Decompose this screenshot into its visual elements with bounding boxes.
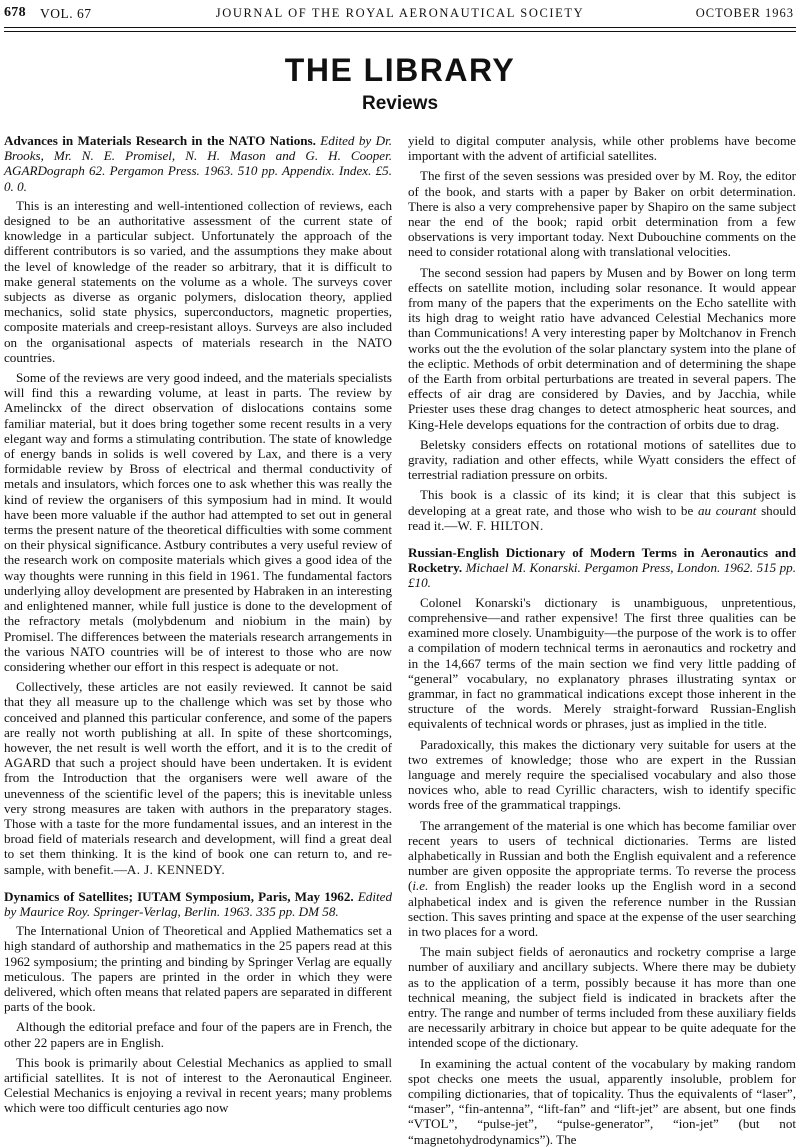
issue-date: OCTOBER 1963 (695, 6, 794, 20)
journal-name: JOURNAL OF THE ROYAL AERONAUTICAL SOCIETY (215, 6, 585, 20)
review-paragraph: The International Union of Theoretical and Applied Mathematics set a high standard of authorship and mathematics in the 25 papers read at this 1962 symposium; the printing and binding by Springer Verlag are equally meticulous. The papers are printed in the order in which they were delivered, which often means that related papers are separated in different parts of the book. (4, 923, 392, 1015)
review-paragraph (408, 487, 796, 533)
review-citation: Michael M. Konarski. Pergamon Press, London. 1962. 515 pp. £10. (408, 560, 796, 591)
review-paragraph (408, 818, 796, 940)
review-paragraph: The first of the seven sessions was presided over by M. Roy, the editor of the book, and starts with a paper by Baker on orbit determination. There is also a very comprehensive paper by Shapiro on the same subject near the end of the book; rapid orbit determination from a few observations is very important today. Next Dubouchine comments on the need to consider rotational along with translational velocities. (408, 168, 796, 260)
review-title: Advances in Materials Research in the NATO Nations. (4, 133, 316, 148)
review-heading (4, 133, 392, 194)
review-paragraph: In examining the actual content of the vocabulary by making random spot checks one meets the usual, apparently insoluble, problem for compiling dictionaries, that of topicality. Thus the equivalents of “laser”, “maser”, “fin-antenna”, “lift-fan” and “lift-jet” are absent, but one finds “VTOL”, “pulse-jet”, “pulse-generator”, “ion-jet” (but not “magnetohydrodynamics”). The (408, 1055, 796, 1147)
review-text: from English) the reader looks up the English word in a second alphabetical index and is given the reference number in the Russian section. This saves printing and space at the expense of the user searching in two places for a word. (408, 878, 796, 939)
review-citation: Edited by Dr. Brooks, Mr. N. E. Promisel, N. H. Mason and G. H. Cooper. AGARDograph 62. Pergamon Press. 1963. 510 pp. Appendix. Index. £5. 0. 0. (4, 133, 392, 194)
review-paragraph: Paradoxically, this makes the dictionary very suitable for users at the two extremes of knowledge; those who are expert in the Russian language and merely require the specialised vocabulary and also those novices who, able to read Cyrillic characters, wish to identify specific words free of the grammatical trappings. (408, 736, 796, 813)
header-rule-thin (4, 31, 796, 32)
review-paragraph: Although the editorial preface and four of the papers are in French, the other 22 papers are in English. (4, 1019, 392, 1050)
review-text-italic: au courant (697, 502, 757, 518)
right-column (408, 133, 796, 1147)
review-paragraph: This is an interesting and well-intentioned collection of reviews, each designed to be an authoritative assessment of the current state of knowledge in a particular subject. Unfortunately the approach of the different contributors is so varied, and the assumptions they make about the level of knowledge of the reader so arbitrary, that it is difficult to make general statements on the volume as a whole. The surveys cover subjects as diverse as organic polymers, dislocation theory, applied mechanics, solid state physics, superconductors, magnetic properties, composite materials and creep-resistant alloys. Surveys are also included on the organisational aspects of materials research in the NATO countries. (4, 197, 392, 365)
review-heading (4, 889, 392, 919)
review-title: Russian-English Dictionary of Modern Terms in Aeronautics and Rocketry. (408, 545, 796, 576)
review-paragraph: Beletsky considers effects on rotational motions of satellites due to gravity, radiation and other effects, while Wyatt considers the effect of terrestrial radiation pressure on orbits. (408, 436, 796, 483)
reviewer-name: A. J. KENNEDY. (126, 861, 226, 877)
review-paragraph: Colonel Konarski's dictionary is unambiguous, unpretentious, comprehensive—and rather expensive! The first three qualities can be examined more closely. Unambiguity—the purpose of the work is to offer a compilation of modern technical terms in aeronautics and rocketry and in the 14,667 terms of the main section we find very little padding of “general” vocabulary, no explanatory phrases illustrating syntax or grammar, in fact no grammatical indications except those inherent in the structure of the words. Merely straight-forward Russian-English equivalents of technical words or phrases, just as implied in the title. (408, 594, 796, 732)
section-title: THE LIBRARY (284, 52, 516, 88)
review-paragraph: The second session had papers by Musen and by Bower on long term effects on satellite motion, including solar resonance. It would appear from many of the papers that the experiments on the Echo satellite with its high drag to weight ratio have advanced Celestial Mechanics more than Communications! A very interesting paper by Moltchanov in French works out the the evolution of the solar planctary system into the plane of the ecliptic. Methods of orbit determination and of determining the shape of the Earth from orbital perturbations are treated in several papers. The effects of air drag are considered by Davies, and by Jacchia, while Priester uses these drag changes to detect atmospheric heat sources, and King-Hele develops equations for the contraction of orbits due to drag. (408, 264, 796, 432)
review-citation: Edited by Maurice Roy. Springer-Verlag, Berlin. 1963. 335 pp. DM 58. (4, 888, 392, 919)
section-subtitle: Reviews (361, 93, 439, 114)
review-text: should read it.— (408, 502, 796, 533)
review-paragraph (4, 679, 392, 877)
review-text: The arrangement of the material is one which has become familiar over recent years to users of technical dictionaries. Terms are listed alphabetically in Russian and both the English equivalent and a reference number are given opposite the appropriate terms. To reverse the process ( (408, 817, 796, 894)
review-title: Dynamics of Satellites; IUTAM Symposium, Paris, May 1962. (4, 888, 354, 904)
review-paragraph-continued: yield to digital computer analysis, while other problems have become important with the advent of artificial satellites. (408, 133, 796, 164)
review-paragraph: Some of the reviews are very good indeed, and the materials specialists will find this a rewarding volume, at least in parts. The review by Amelinckx of the direct observation of dislocations contains some familiar material, but it does bring together some recent results in a very elegant way and forms a stimulating contribution. The state of knowledge of energy bands in solids is well covered by Lax, and there is a very formidable review by Bross of electrical and thermal conductivity of metals and insulators, which forces one to ask whether this was really the kind of review the organisers of this symposium had in mind. It would have been more valuable if the author had attempted to set out in general terms the present nature of the theoretical difficulties with some comment on their physical significance. Astbury contributes a very useful review of the research work on composite materials which gives a good idea of the way thoughts were running in this field in 1961. The fundamental factors underlying alloy development are presented by Habraken in an interesting and enlightened manner, while full justice is done to the development of the refractory metals (molybdenum and niobium in the main) by Promisel. The differences between the materials research arrangements in the various NATO countries will be of interest to those who are now considering whether our effort in this respect is adequate or not. (4, 370, 392, 674)
header-rule (4, 27, 796, 28)
review-heading (408, 545, 796, 591)
volume-label: VOL. 67 (40, 6, 92, 21)
running-header (0, 0, 800, 42)
review-paragraph: The main subject fields of aeronautics and rocketry comprise a large number of auxiliary and ancillary subjects. Where there may be dubiety as to the application of a term, possibly because it has more than one technical meaning, the subject field is indicated in brackets after the entry. The range and number of terms included from these auxiliary fields are necessarily arbitrary in choice but appear to be quite adequate for the intended scope of the dictionary. (408, 944, 796, 1051)
review-text-italic: i.e. (412, 878, 429, 894)
review-text: This book is a classic of its kind; it is clear that this subject is developing at a great rate, and those who wish to be (408, 487, 796, 518)
review-paragraph: This book is primarily about Celestial Mechanics as applied to small artificial satellites. It is not of interest to the Aeronautical Engineer. Celestial Mechanics is enjoying a revival in recent years; many problems which were too difficult centuries ago now (4, 1054, 392, 1116)
left-column (4, 133, 392, 1116)
reviewer-name: W. F. HILTON. (457, 517, 544, 533)
review-text: Collectively, these articles are not easily reviewed. It cannot be said that they all measure up to the challenge which was set by those who conceived and planned this particular conference, and some of the papers are really not worth publishing at all. In spite of these shortcomings, however, the net result is well worth the effort, and it is to the credit of AGARD that such a project should have been undertaken. It is evident from the Introduction that the organisers were well aware of the unevenness of the scientific level of the papers; this is inevitable unless very strong measures are taken with authors in the preparatory stages. Those with a taste for the more fundamental issues, and an interest in the broad field of materials research and development, will find a great deal to set them thinking. It is the kind of book one can return to, and re-sample, with benefit.— (4, 679, 392, 877)
page-number: 678 (4, 5, 26, 20)
